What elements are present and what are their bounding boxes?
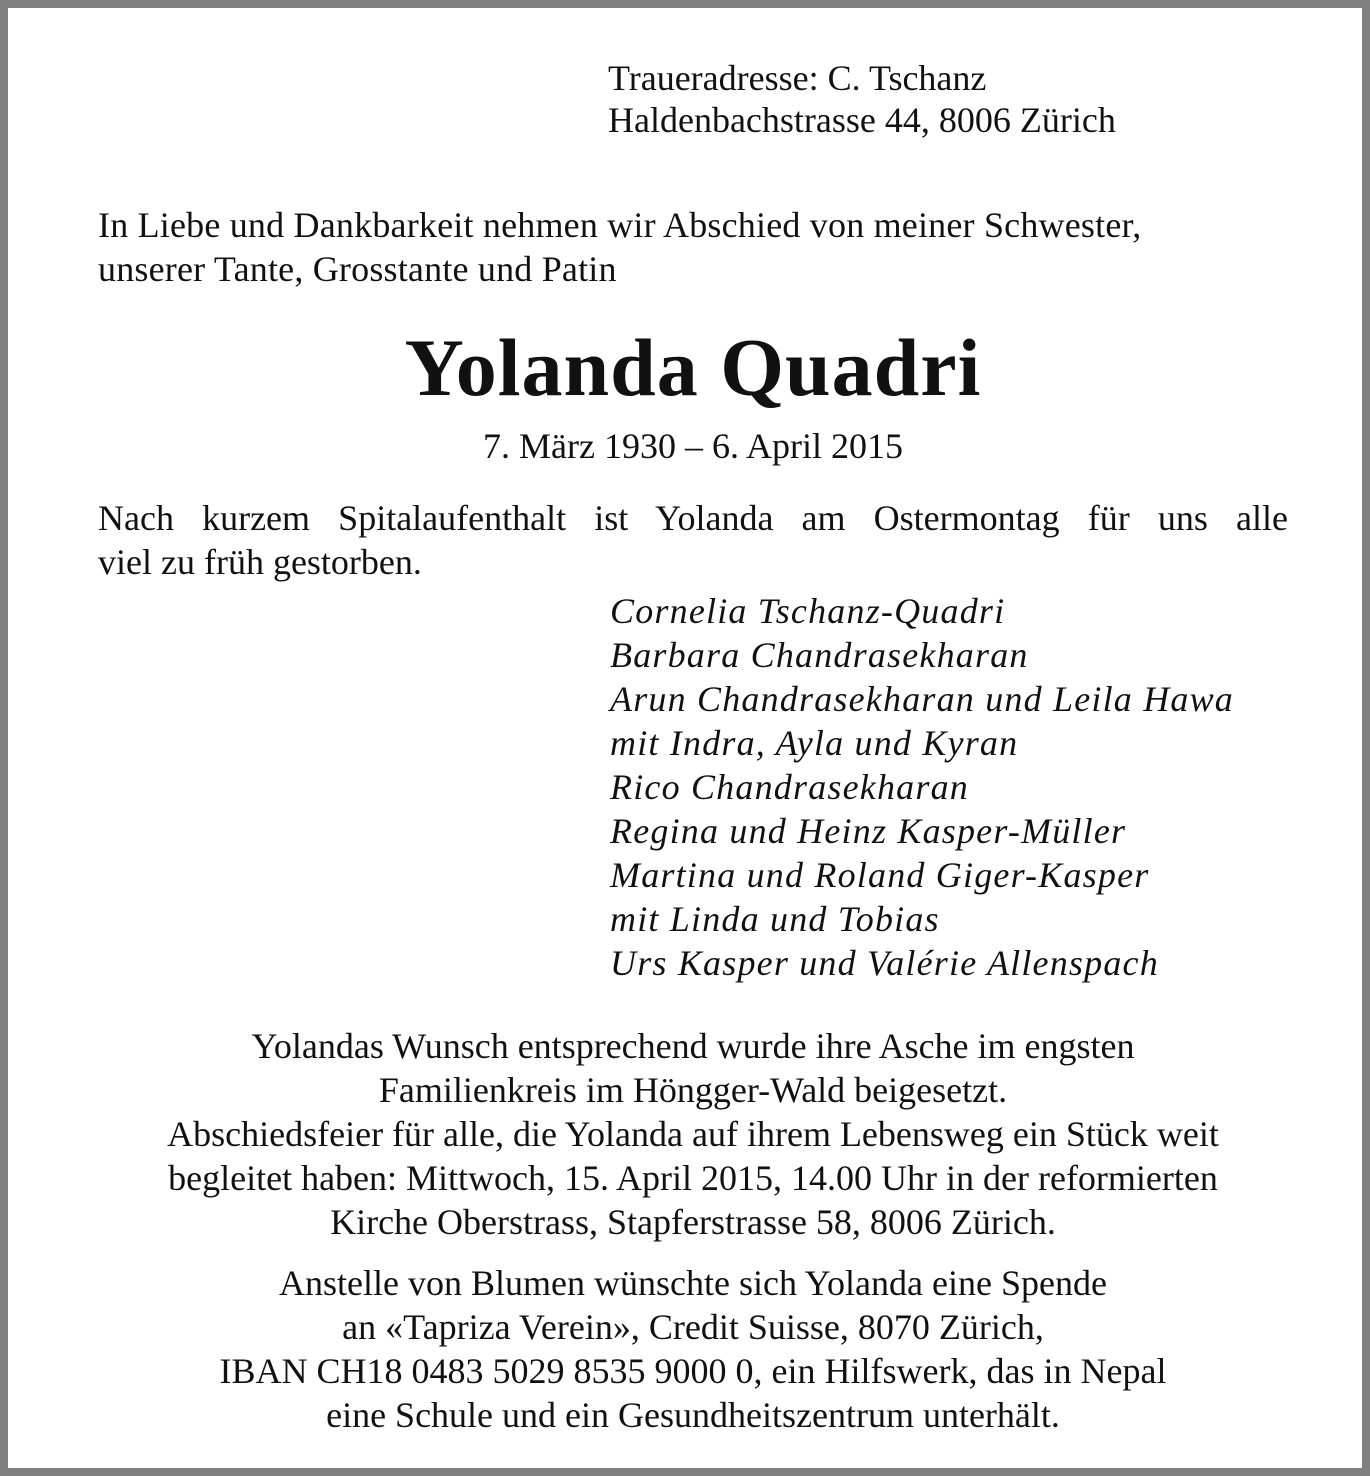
mourner-line: Martina und Roland Giger-Kasper xyxy=(610,855,1150,895)
mourner-line: Arun Chandrasekharan und Leila Hawa xyxy=(610,679,1235,719)
donation-line: an «Tapriza Verein», Credit Suisse, 8070 Zürich, xyxy=(342,1307,1044,1347)
mourner-line: Barbara Chandrasekharan xyxy=(610,635,1029,675)
ceremony-line: Yolandas Wunsch entsprechend wurde ihre Asche im engsten xyxy=(251,1026,1135,1066)
ceremony-line: Familienkreis im Höngger-Wald beigesetzt. xyxy=(378,1070,1008,1110)
mourner-line: mit Indra, Ayla und Kyran xyxy=(610,723,1019,763)
message-line-2: viel zu früh gestorben. xyxy=(98,542,422,582)
message-line-1: Nach kurzem Spitalaufenthalt ist Yolanda am Ostermontag für uns alle xyxy=(98,498,1288,538)
mourner-line: Urs Kasper und Valérie Allenspach xyxy=(610,943,1159,983)
ceremony-line: Abschiedsfeier für alle, die Yolanda auf ihrem Lebensweg ein Stück weit xyxy=(167,1114,1219,1154)
message-paragraph xyxy=(98,496,1288,584)
mourner-line: Regina und Heinz Kasper-Müller xyxy=(610,811,1127,851)
donation-line: eine Schule und ein Gesundheitszentrum unterhält. xyxy=(326,1395,1060,1435)
mourner-line: Rico Chandrasekharan xyxy=(610,767,969,807)
ceremony-line: Kirche Oberstrass, Stapferstrasse 58, 8006 Zürich. xyxy=(330,1202,1056,1242)
life-dates: 7. März 1930 – 6. April 2015 xyxy=(483,426,903,466)
mourner-line: mit Linda und Tobias xyxy=(610,899,940,939)
ceremony-line: begleitet haben: Mittwoch, 15. April 2015, 14.00 Uhr in der reformierten xyxy=(168,1158,1218,1198)
mourning-address-line-2: Haldenbachstrasse 44, 8006 Zürich xyxy=(608,100,1116,140)
intro-line-2: unserer Tante, Grosstante und Patin xyxy=(98,249,617,289)
mourner-line: Cornelia Tschanz-Quadri xyxy=(610,591,1006,631)
deceased-name: Yolanda Quadri xyxy=(404,322,982,413)
donation-line: IBAN CH18 0483 5029 8535 9000 0, ein Hilfswerk, das in Nepal xyxy=(219,1351,1167,1391)
donation-line: Anstelle von Blumen wünschte sich Yolanda eine Spende xyxy=(279,1263,1107,1303)
intro-line-1: In Liebe und Dankbarkeit nehmen wir Abschied von meiner Schwester, xyxy=(98,205,1142,245)
mourning-address-line-1: Traueradresse: C. Tschanz xyxy=(608,58,987,98)
